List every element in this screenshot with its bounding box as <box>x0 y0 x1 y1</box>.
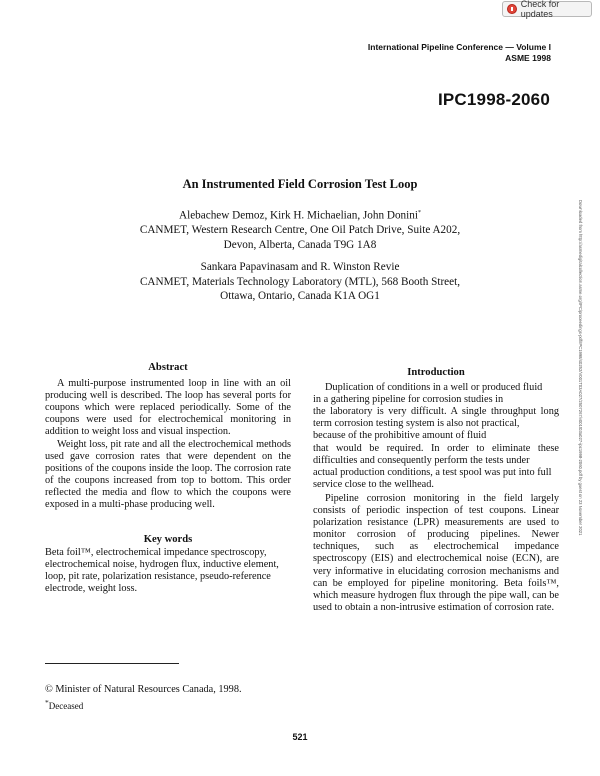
crossmark-icon <box>507 4 517 14</box>
affiliation-2-line-1: CANMET, Materials Technology Laboratory (MTL), 568 Booth Street, <box>139 275 461 288</box>
download-watermark: Downloaded from http://asmedigitalcollection.asme.org/IPC/proceedings-pdf/IPC1998/40252/V001T03A027/2507267/v001t03a027-ipc1998-2060.pdf by guest on 23 November 2021 <box>578 200 583 536</box>
introduction-heading: Introduction <box>407 367 465 378</box>
keywords-text: Beta foil™, electrochemical impedance spectroscopy, electrochemical noise, hydrogen flux, inductive element, loop, pit rate, polarization resistance, pseudo-reference electrode, weight loss. <box>45 547 279 595</box>
abstract-paragraph-2: Weight loss, pit rate and all the electrochemical methods used gave corrosion rates that were dependent on the positions of the coupons inside the loop. The corrosion rate of the coupons increased from top to bottom. This order reflected the media and flow to which the coupons were exposed in a multi-phase producing well. <box>45 438 291 511</box>
check-for-updates-label: Check for updates <box>520 0 560 19</box>
author-block-2 <box>0 260 600 304</box>
intro-line-2: in a gathering pipeline for corrosion studies in <box>313 394 504 406</box>
deceased-marker: * <box>417 210 421 216</box>
conference-header <box>368 42 551 64</box>
publisher-year: ASME 1998 <box>505 53 551 63</box>
intro-paragraph-2: Pipeline corrosion monitoring in the field largely consists of periodic inspection of test coupons. Linear polarization resistance (LPR) measurements are used to monitor corrosion of producing pipelines. Newer techniques, such as electrochemical impedance spectroscopy (EIS) and electrochemical noise (ECN), are very informative in elucidating corrosion mechanisms and can be employed for pipeline monitoring. Beta foils™, which measure hydrogen flux through the pipe wall, can be used to obtain a non-intrusive estimation of corrosion rate. <box>313 492 559 613</box>
affiliation-1-line-1: CANMET, Western Research Centre, One Oil Patch Drive, Suite A202, <box>139 224 461 237</box>
author-block-1 <box>0 206 600 252</box>
deceased-footnote <box>45 698 83 711</box>
abstract-paragraph-1: A multi-purpose instrumented loop in line with an oil producing well is described. The loop has several ports for coupons which were replaced periodically. Some of the coupons were used for electrochemical monitoring in addition to weight loss and visual inspection. <box>45 378 291 438</box>
deceased-footnote-mark: * <box>45 698 49 707</box>
author-names-2: Sankara Papavinasam and R. Winston Revie <box>200 261 400 273</box>
intro-line-6: actual production conditions, a test spool was put into full service close to the wellhead. <box>313 466 552 490</box>
author-names-1: Alebachew Demoz, Kirk H. Michaelian, John Donini <box>179 209 418 222</box>
intro-line-1: Duplication of conditions in a well or produced fluid <box>325 382 543 394</box>
intro-line-4: because of the prohibitive amount of fluid <box>313 430 487 442</box>
affiliation-2-line-2: Ottawa, Ontario, Canada K1A OG1 <box>220 290 380 302</box>
check-for-updates-badge[interactable] <box>502 1 592 17</box>
paper-id: IPC1998-2060 <box>437 90 550 109</box>
intro-line-3: the laboratory is very difficult. A single throughput long term corrosion testing system is also not practical, <box>313 406 559 430</box>
abstract-heading: Abstract <box>148 362 188 373</box>
intro-line-5: that would be required. In order to eliminate these difficulties and consequently perform the tests under <box>313 442 559 466</box>
paper-title: An Instrumented Field Corrosion Test Loop <box>182 177 418 191</box>
page-number: 521 <box>292 732 308 742</box>
conference-name: International Pipeline Conference — Volume I <box>367 42 551 52</box>
keywords-heading: Key words <box>143 534 193 545</box>
introduction-section <box>313 367 559 614</box>
abstract-section <box>45 362 291 511</box>
copyright-footnote: © Minister of Natural Resources Canada, 1998. <box>45 684 242 695</box>
affiliation-1-line-2: Devon, Alberta, Canada T9G 1A8 <box>223 238 377 251</box>
footnote-rule <box>45 663 179 664</box>
deceased-footnote-text: Deceased <box>48 701 84 711</box>
keywords-section <box>45 534 291 595</box>
